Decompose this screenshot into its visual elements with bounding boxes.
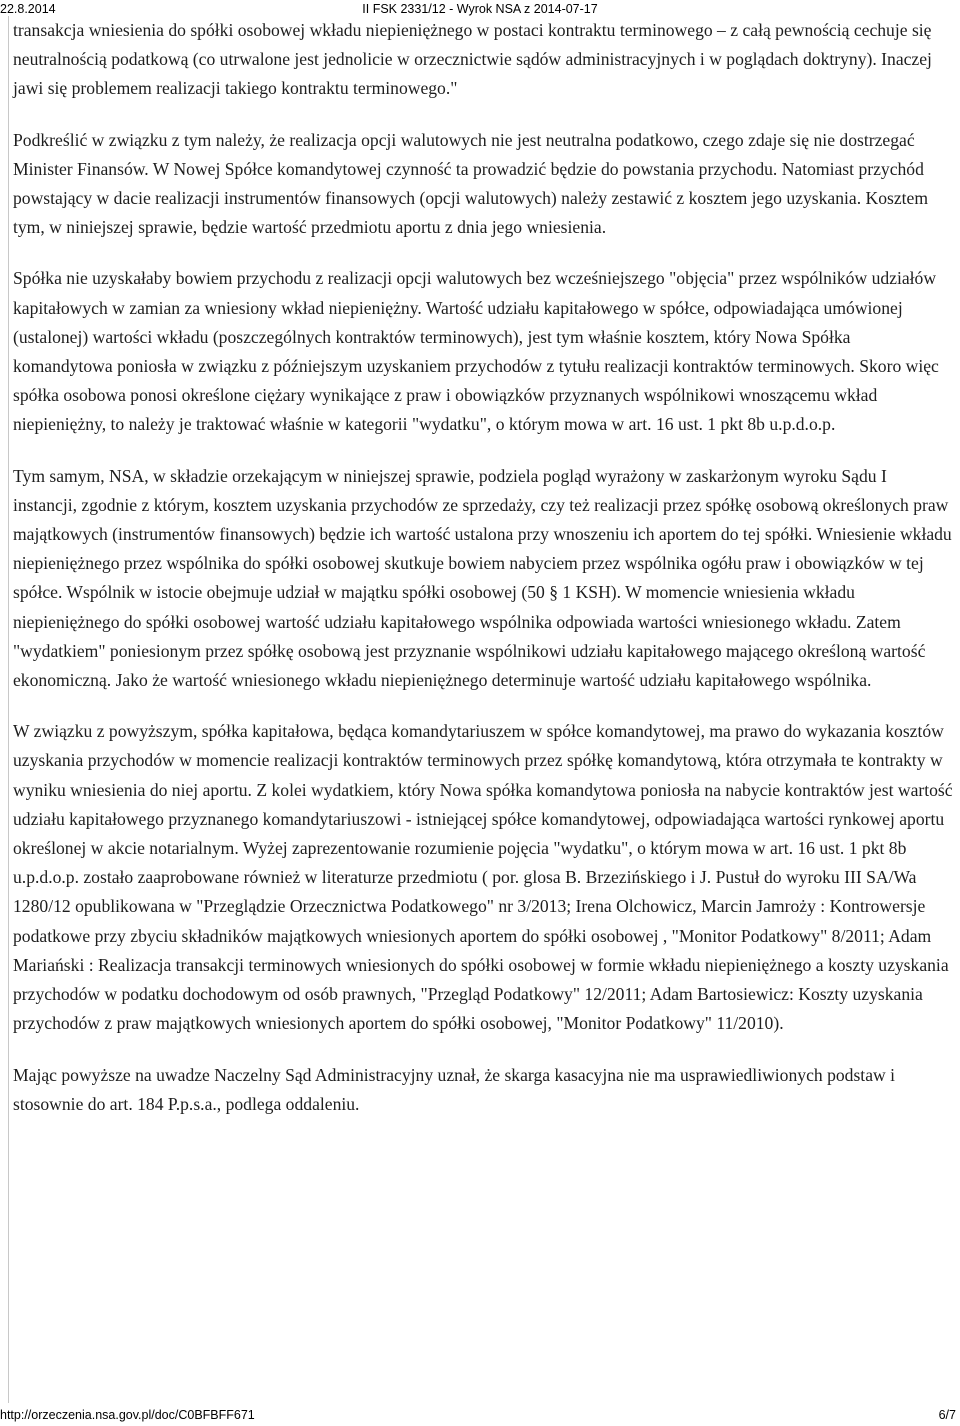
paragraph-1: transakcja wniesienia do spółki osobowej wkładu niepieniężnego w postaci kontraktu terminowego – z całą pewnością cechuje się neutralnością podatkową (co utrwalone jest jednolicie w orzecznictwie sądów administracyjnych i w poglądach doktryny). Inaczej jawi się problemem realizacji takiego kontraktu terminowego." [13,20,932,99]
paragraph-6: Mając powyższe na uwadze Naczelny Sąd Administracyjny uznał, że skarga kasacyjna nie ma usprawiedliwionych podstaw i stosownie do art. 184 P.p.s.a., podlega oddaleniu. [13,1064,895,1114]
print-footer [0,1406,960,1424]
paragraph-2: Podkreślić w związku z tym należy, że realizacja opcji walutowych nie jest neutralna podatkowo, czego zdaje się nie dostrzegać Minister Finansów. W Nowej Spółce komandytowej czynność ta prowadzić będzie do powstania przychodu. Natomiast przychód powstający w dacie realizacji instrumentów finansowych (opcji walutowych) należy zestawić z kosztem jego uzyskania. Kosztem tym, w niniejszej sprawie, będzie wartość przedmiotu aportu z dnia jego wniesienia. [13,129,929,238]
document-content [8,16,954,1403]
paragraph-3: Spółka nie uzyskałaby bowiem przychodu z realizacji opcji walutowych bez wcześniejszego "objęcia" przez wspólników udziałów kapitałowych w zamian za wniesiony wkład niepieniężny. Wartość udziału kapitałowego w spółce, odpowiadająca umówionej (ustalonej) wartości wkładu (poszczególnych kontraktów terminowych), jest tym właśnie kosztem, który Nowa Spółka komandytowa poniosła w związku z późniejszym uzyskaniem przychodów z tytułu realizacji kontraktów terminowych. Skoro więc spółka osobowa ponosi określone ciężary wynikające z praw i obowiązków przyznanych wspólnikowi wnoszącemu wkład niepieniężny, to należy je traktować właśnie w kategorii "wydatku", o którym mowa w art. 16 ust. 1 pkt 8b u.p.d.o.p. [13,268,939,435]
print-date: 22.8.2014 [0,2,56,16]
paragraph-4: Tym samym, NSA, w składzie orzekającym w niniejszej sprawie, podziela pogląd wyrażony w zaskarżonym wyroku Sądu I instancji, zgodnie z którym, kosztem uzyskania przychodów ze sprzedaży, czy też realizacji przez spółkę osobową określonych praw majątkowych (instrumentów finansowych) będzie ich wartość ustalona przy wnoszeniu ich aportem do tej spółki. Wniesienie wkładu niepieniężnego przez wspólnika do spółki osobowej skutkuje bowiem nabyciem przez wspólnika ogółu praw i obowiązków w tej spółce. Wspólnik w istocie obejmuje udział w majątku spółki osobowej (50 § 1 KSH). W momencie wniesienia wkładu niepieniężnego do spółki osobowej wartość udziału kapitałowego wspólnika odpowiada wartości wniesionego wkładu. Zatem "wydatkiem" poniesionym przez spółkę osobową jest przyznanie wspólnikowi udziału kapitałowego mającego określoną wartość ekonomiczną. Jako że wartość wniesionego wkładu niepieniężnego determinuje wartość udziału kapitałowego wspólnika. [13,465,952,691]
paragraph-5: W związku z powyższym, spółka kapitałowa, będąca komandytariuszem w spółce komandytowej, ma prawo do wykazania kosztów uzyskania przychodów w momencie realizacji kontraktów terminowych przez spółkę komandytową, która otrzymała te kontrakty w wyniku wniesienia do niej aportu. Z kolei wydatkiem, który Nowa spółka komandytowa poniosła na nabycie kontraktów jest wartość udziału kapitałowego przyznanego komandytariuszowi - istniejącej spółce komandytowej, odpowiadająca wartości rynkowej aportu określonej w akcie notarialnym. Wyżej zaprezentowanie rozumienie pojęcia "wydatku", o którym mowa w art. 16 ust. 1 pkt 8b u.p.d.o.p. zostało zaaprobowane również w literaturze przedmiotu ( por. glosa B. Brzezińskiego i J. Pustuł do wyroku III SA/Wa 1280/12 opublikowana w "Przeglądzie Orzecznictwa Podatkowego" nr 3/2013; Irena Olchowicz, Marcin Jamroży : Kontrowersje podatkowe przy zbyciu składników majątkowych wniesionych aportem do spółki osobowej , "Monitor Podatkowy" 8/2011; Adam Mariański : Realizacja transakcji terminowych wniesionych do spółki osobowej w formie wkładu niepieniężnego a koszty uzyskania przychodów w podatku dochodowym od osób prawnych, "Przegląd Podatkowy" 12/2011; Adam Bartosiewicz: Koszty uzyskania przychodów z praw majątkowych wniesionych aportem do spółki osobowej, "Monitor Podatkowy" 11/2010). [13,721,953,1034]
page-number: 6/7 [938,1408,956,1422]
print-title: II FSK 2331/12 - Wyrok NSA z 2014-07-17 [362,2,598,16]
print-url: http://orzeczenia.nsa.gov.pl/doc/C0BFBFF671 [0,1408,255,1422]
judgment-text [9,16,954,1119]
